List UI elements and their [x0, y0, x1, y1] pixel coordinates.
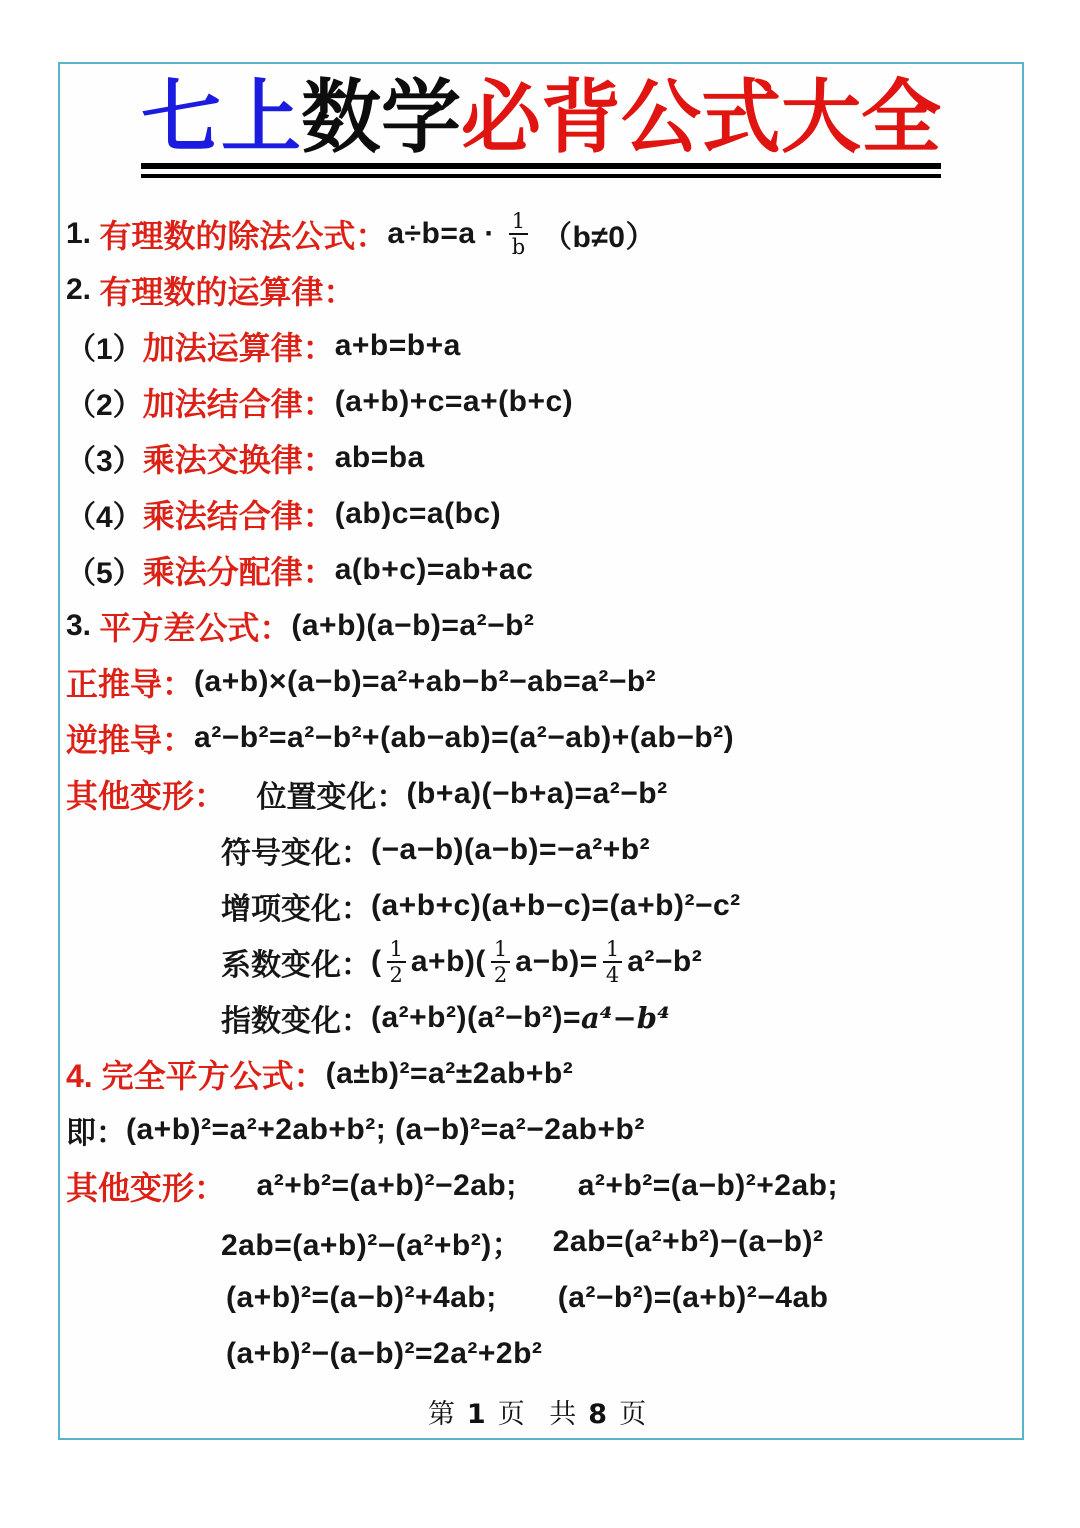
item-number: （1）: [66, 333, 143, 366]
document-page: [58, 62, 1024, 1440]
label-position-change: 位置变化：: [256, 781, 407, 814]
line-ps-other-transforms-1: [66, 1158, 1016, 1214]
footer-prefix: 第: [427, 1399, 463, 1430]
title-part-red: 必背公式大全: [461, 73, 941, 162]
item-number: 1.: [66, 217, 100, 250]
formula-text: (a+b)²−(a−b)²=2a²+2b²: [226, 1337, 543, 1370]
formula-text: (a+b)²=(a−b)²+4ab;: [226, 1281, 497, 1314]
heading-other-transforms: 其他变形：: [66, 1170, 227, 1206]
line-sign-change: [66, 822, 1016, 878]
heading-mult-distributive: 乘法分配律：: [142, 554, 335, 590]
fraction: $\frac{1}{2}$: [491, 937, 510, 987]
title-underline-thick: [141, 163, 941, 169]
heading-mult-associative: 乘法结合律：: [142, 498, 335, 534]
spacer: [517, 1164, 578, 1208]
line-other-transforms-position: [66, 766, 1016, 822]
item-number: （3）: [66, 445, 143, 478]
formula-list: [60, 206, 1022, 1382]
heading-operation-laws: 有理数的运算律：: [99, 274, 356, 310]
footer-suffix: 页: [619, 1399, 655, 1430]
formula-text: (a+b)+c=a+(b+c): [334, 385, 574, 418]
line-forward-derivation: [66, 654, 1016, 710]
formula-text: (a+b)(a−b)=a²−b²: [291, 609, 535, 642]
heading-square-difference: 平方差公式：: [99, 610, 292, 646]
line-addition-associative: [66, 374, 1016, 430]
line-ps-other-transforms-2: [66, 1214, 1016, 1270]
title-wrap: [60, 73, 1022, 178]
formula-text: a(b+c)=ab+ac: [334, 553, 534, 586]
line-ps-other-transforms-4: [66, 1326, 1016, 1382]
formula-text: (a+b)×(a−b)=a²+ab−b²−ab=a²−b²: [194, 665, 657, 698]
formula-text: (b+a)(−b+a)=a²−b²: [406, 777, 668, 810]
line-perfect-square: [66, 1046, 1016, 1102]
formula-text: a÷b=a ·: [387, 217, 504, 250]
heading-perfect-square: 4. 完全平方公式：: [66, 1058, 326, 1094]
fraction: $\frac{1}{2}$: [387, 937, 406, 987]
title-part-black: 数学: [301, 73, 461, 162]
heading-other-transforms: 其他变形：: [66, 778, 227, 814]
formula-text: (a+b)²=a²+2ab+b²; (a−b)²=a²−2ab+b²: [126, 1113, 645, 1146]
fraction: $\frac{1}{b}$: [509, 209, 528, 259]
item-number: （5）: [66, 557, 143, 590]
formula-text: (−a−b)(a−b)=−a²+b²: [371, 833, 651, 866]
item-number: （4）: [66, 501, 143, 534]
line-perfect-square-expanded: [66, 1102, 1016, 1158]
title-underline-thin: [141, 174, 941, 178]
formula-text: a²+b²=(a+b)²−2ab;: [256, 1169, 517, 1202]
formula-text: (a²+b²)(a²−b²)=: [371, 1001, 581, 1034]
formula-text: (a²−b²)=(a+b)²−4ab: [557, 1281, 829, 1314]
heading-addition-commutative: 加法运算律：: [142, 330, 335, 366]
heading-forward-derivation: 正推导：: [66, 666, 195, 702]
page-title: [131, 73, 951, 178]
line-reverse-derivation: [66, 710, 1016, 766]
spacer: [226, 1164, 257, 1208]
item-number: 2.: [66, 273, 100, 306]
label-exponent-change: 指数变化：: [221, 1005, 371, 1038]
label-coefficient-change: 系数变化：: [221, 949, 371, 982]
label-sign-change: 符号变化：: [221, 837, 371, 870]
formula-text: 2ab=(a²+b²)−(a−b)²: [552, 1225, 824, 1258]
formula-text: (: [371, 945, 382, 978]
title-part-blue: 七上: [141, 73, 301, 162]
item-number: （2）: [66, 389, 143, 422]
spacer: [497, 1276, 558, 1320]
line-mult-commutative: [66, 430, 1016, 486]
line-mult-associative: [66, 486, 1016, 542]
line-mult-distributive: [66, 542, 1016, 598]
line-exponent-change: [66, 990, 1016, 1046]
heading-division: 有理数的除法公式：: [99, 218, 388, 254]
formula-text: a²−b²=a²−b²+(ab−ab)=(a²−ab)+(ab−b²): [194, 721, 735, 754]
formula-text: a+b=b+a: [334, 329, 461, 362]
formula-text: （b≠0）: [533, 221, 656, 254]
formula-text: ab=ba: [334, 441, 425, 474]
formula-text: a²−b²: [627, 945, 703, 978]
footer-total-pages: 8: [588, 1399, 616, 1430]
line-addition-commutative: [66, 318, 1016, 374]
spacer: [522, 1220, 553, 1264]
formula-text: a²+b²=(a−b)²+2ab;: [577, 1169, 838, 1202]
label-term-add-change: 增项变化：: [221, 893, 371, 926]
line-term-add-change: [66, 878, 1016, 934]
formula-text: (a±b)²=a²±2ab+b²: [325, 1057, 574, 1090]
fraction: $\frac{1}{4}$: [603, 937, 622, 987]
line-division-formula: [66, 206, 1016, 262]
line-operation-laws: [66, 262, 1016, 318]
line-ps-other-transforms-3: [66, 1270, 1016, 1326]
footer-middle: 页 共: [497, 1399, 585, 1430]
page-footer: [60, 1392, 1022, 1431]
heading-mult-commutative: 乘法交换律：: [142, 442, 335, 478]
label-namely: 即：: [66, 1117, 126, 1150]
footer-page-number: 1: [466, 1399, 494, 1430]
formula-italic-text: a⁴−b⁴: [581, 1001, 670, 1035]
formula-text: (a+b+c)(a+b−c)=(a+b)²−c²: [371, 889, 741, 922]
formula-text: a+b)(: [410, 945, 486, 978]
line-coefficient-change: [66, 934, 1016, 990]
formula-text: a−b)=: [515, 945, 598, 978]
spacer: [226, 772, 257, 816]
formula-text: 2ab=(a+b)²−(a²+b²)；: [221, 1229, 523, 1262]
formula-text: (ab)c=a(bc): [334, 497, 502, 530]
line-square-difference: [66, 598, 1016, 654]
heading-reverse-derivation: 逆推导：: [66, 722, 195, 758]
heading-addition-associative: 加法结合律：: [142, 386, 335, 422]
item-number: 3.: [66, 609, 100, 642]
